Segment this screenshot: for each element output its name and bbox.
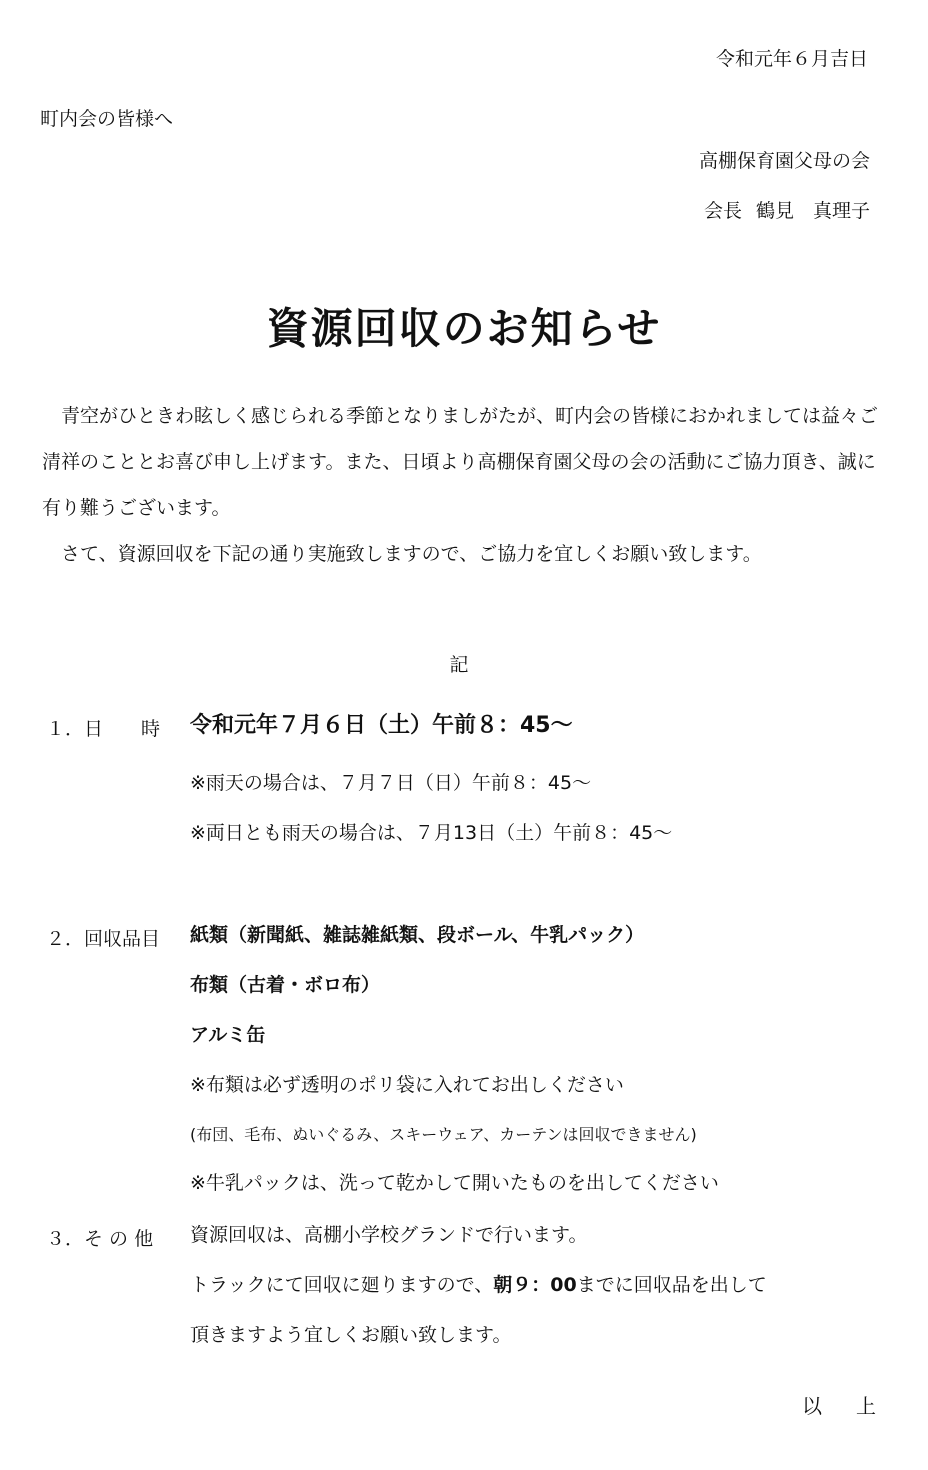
schedule-main: 令和元年７月６日（土）午前８：45～ (190, 713, 573, 738)
other-deadline (190, 1270, 767, 1297)
page-title: 資源回収のお知らせ (266, 304, 662, 353)
collection-label: ２．回収品目 (46, 928, 161, 950)
closing-right: 上 (856, 1394, 876, 1418)
sender-chair (704, 196, 870, 223)
other-deadline-time: 朝９：00 (493, 1274, 577, 1296)
schedule-rain-note: ※雨天の場合は、７月７日（日）午前８：45～ (190, 772, 592, 794)
recipient-line: 町内会の皆様へ (40, 108, 174, 130)
schedule-both-rain-note: ※両日とも雨天の場合は、７月13日（土）午前８：45～ (190, 822, 673, 844)
sender-organization: 高棚保育園父母の会 (698, 150, 870, 172)
collection-milk-note: ※牛乳パックは、洗って乾かして開いたものを出してください (190, 1172, 719, 1194)
collection-cloth-note: ※布類は必ず透明のポリ袋に入れてお出しください (190, 1074, 624, 1096)
collection-exclusion-note: (布団、毛布、ぬいぐるみ、スキーウェア、カーテンは回収できません) (190, 1125, 697, 1144)
other-request: 頂きますよう宜しくお願い致します。 (190, 1324, 512, 1346)
collection-item-cloth: 布類（古着・ボロ布） (190, 974, 381, 996)
other-label: ３．そ の 他 (46, 1228, 154, 1250)
ki-marker: 記 (449, 654, 469, 676)
schedule-label: １．日 時 (46, 718, 161, 740)
collection-item-aluminum: アルミ缶 (190, 1024, 266, 1046)
collection-item-paper: 紙類（新聞紙、雑誌雑紙類、段ボール、牛乳パック） (190, 924, 645, 946)
other-deadline-pre: トラックにて回収に廻りますので、 (190, 1274, 494, 1296)
chair-name: 鶴見 真理子 (755, 200, 870, 222)
other-location: 資源回収は、高棚小学校グランドで行います。 (190, 1224, 588, 1246)
body-paragraph-1: 青空がひときわ眩しく感じられる季節となりましがたが、町内会の皆様におかれましては益々ご清祥のこととお喜び申し上げます。また、日頃より高棚保育園父母の会の活動にご協力頂き、誠に有り難うございます。 (42, 405, 879, 519)
other-deadline-post: までに回収品を出して (576, 1274, 767, 1296)
body-text (42, 393, 892, 577)
document-date: 令和元年６月吉日 (715, 48, 868, 70)
body-paragraph-2: さて、資源回収を下記の通り実施致しますので、ご協力を宜しくお願い致します。 (61, 543, 762, 565)
closing-left: 以 (802, 1394, 822, 1418)
chair-title: 会長 (703, 200, 742, 222)
closing-ijo (802, 1390, 876, 1419)
